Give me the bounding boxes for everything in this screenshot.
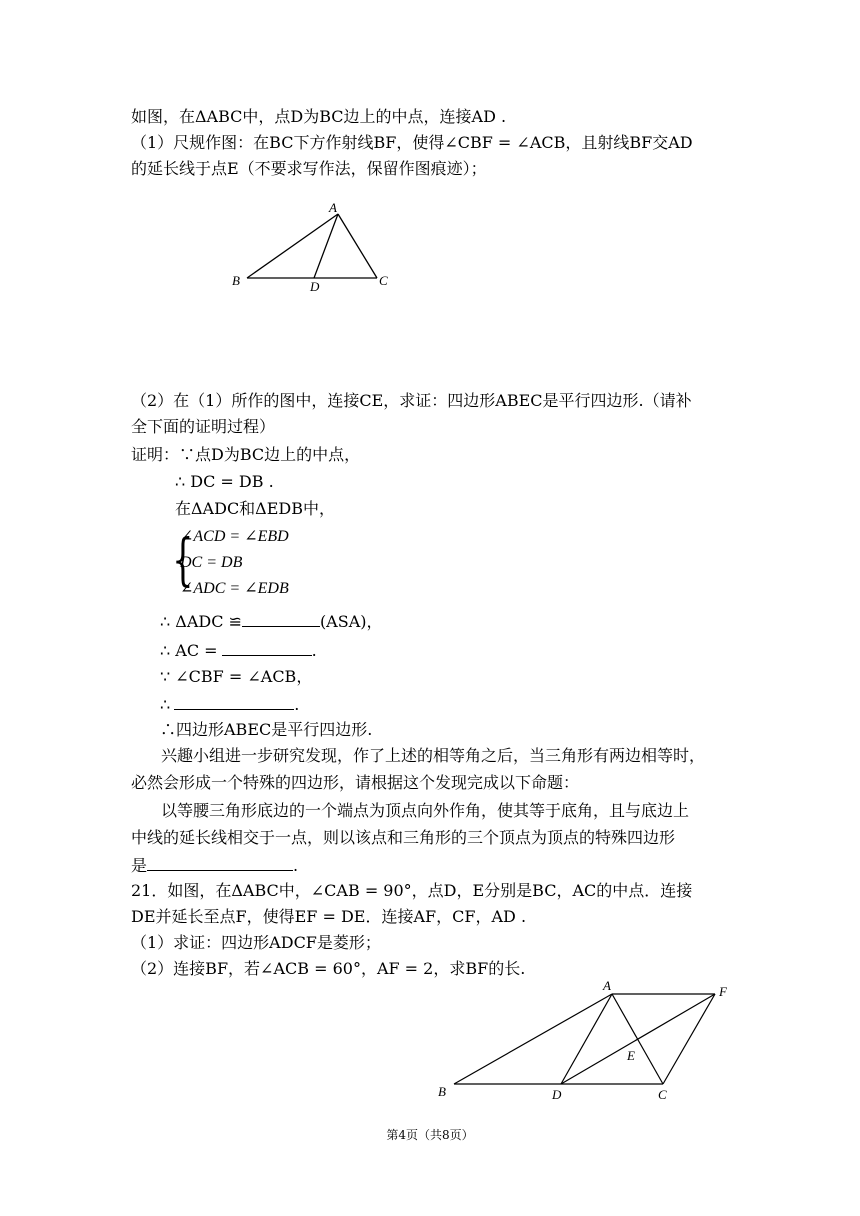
interest-line2: 必然会形成一个特殊的四边形，请根据这个发现完成以下命题： <box>131 773 580 792</box>
fig1-label-d: D <box>310 279 320 294</box>
interest-line1: 兴趣小组进一步研究发现，作了上述的相等角之后，当三角形有两边相等时， <box>161 746 706 765</box>
page-footer: 第4页（共8页） <box>386 1128 474 1142</box>
fig2-label-e: E <box>627 1048 635 1063</box>
q20-part1-line2: 的延长线于点E（不要求写作法，保留作图痕迹）； <box>131 159 487 178</box>
conclusion-parallelogram: ∴四边形ABEC是平行四边形. <box>160 720 373 739</box>
q21-part1: （1）求证：四边形ADCF是菱形； <box>131 933 381 952</box>
condition-3: ∠ADC = ∠EDB <box>180 580 289 597</box>
fig1-label-b: B <box>232 273 240 288</box>
fig2-label-f: F <box>719 984 727 999</box>
blank-congruent[interactable] <box>242 610 320 627</box>
conclusion-angle: ∵ ∠CBF = ∠ACB， <box>160 667 313 686</box>
fig1-label-a: A <box>329 200 337 215</box>
conclusion-ac-prefix: ∴ AC = <box>160 641 218 660</box>
proposition-line1: 以等腰三角形底边的一个端点为顶点向外作角，使其等于底角，且与底边上 <box>161 801 690 820</box>
proposition-line3 <box>131 854 298 877</box>
blank-therefore[interactable] <box>174 693 294 710</box>
q20-part2-line1: （2）在（1）所作的图中，连接CE，求证：四边形ABEC是平行四边形.（请补 <box>131 391 692 410</box>
condition-2: DC = DB <box>180 554 243 571</box>
condition-1: ∠ACD = ∠EBD <box>180 528 289 545</box>
q20-part1-line1: （1）尺规作图：在BC下方作射线BF，使得∠CBF = ∠ACB，且射线BF交AD <box>131 133 693 152</box>
proposition-line3-prefix: 是 <box>131 856 148 875</box>
fig2-label-d: D <box>552 1087 562 1102</box>
blank-ac[interactable] <box>222 639 312 656</box>
conclusion-ac <box>160 639 317 662</box>
q21-line2: DE并延长至点F，使得EF = DE．连接AF，CF，AD . <box>131 907 527 926</box>
fig2-label-c: C <box>658 1087 667 1102</box>
proposition-line2: 中线的延长线相交于一点，则以该点和三角形的三个顶点为顶点的特殊四边形 <box>131 828 676 847</box>
proposition-line3-suffix: . <box>293 856 299 875</box>
q21-part2: （2）连接BF，若∠ACB = 60°，AF = 2，求BF的长. <box>131 959 526 978</box>
conclusion-therefore-prefix: ∴ <box>160 695 171 714</box>
conclusion-congruent <box>160 610 383 633</box>
proof-dc-db: ∴ DC = DB . <box>175 472 274 491</box>
q20-part2-line2: 全下面的证明过程） <box>131 417 276 436</box>
fig1-label-c: C <box>379 273 388 288</box>
conclusion-therefore-suffix: . <box>294 695 300 714</box>
fig2-label-a: A <box>603 978 611 993</box>
proof-in-triangles: 在ΔADC和ΔEDB中， <box>175 499 336 518</box>
q21-line1: 21．如图，在ΔABC中，∠CAB = 90°，点D，E分别是BC，AC的中点．连接 <box>131 881 693 900</box>
q20-intro: 如图，在ΔABC中，点D为BC边上的中点，连接AD . <box>131 107 507 126</box>
blank-special-quadrilateral[interactable] <box>147 854 293 871</box>
figure-parallelogram-adcf <box>430 978 740 1108</box>
conclusion-congruent-suffix: (ASA)， <box>319 612 383 631</box>
system-brace: { <box>172 528 194 593</box>
fig2-label-b: B <box>438 1084 446 1099</box>
conclusion-ac-suffix: . <box>311 641 317 660</box>
conclusion-therefore <box>160 693 299 716</box>
proof-start: 证明：∵点D为BC边上的中点， <box>131 445 361 464</box>
figure-triangle-abc <box>225 198 405 298</box>
conclusion-congruent-prefix: ∴ ΔADC ≌ <box>160 612 242 631</box>
